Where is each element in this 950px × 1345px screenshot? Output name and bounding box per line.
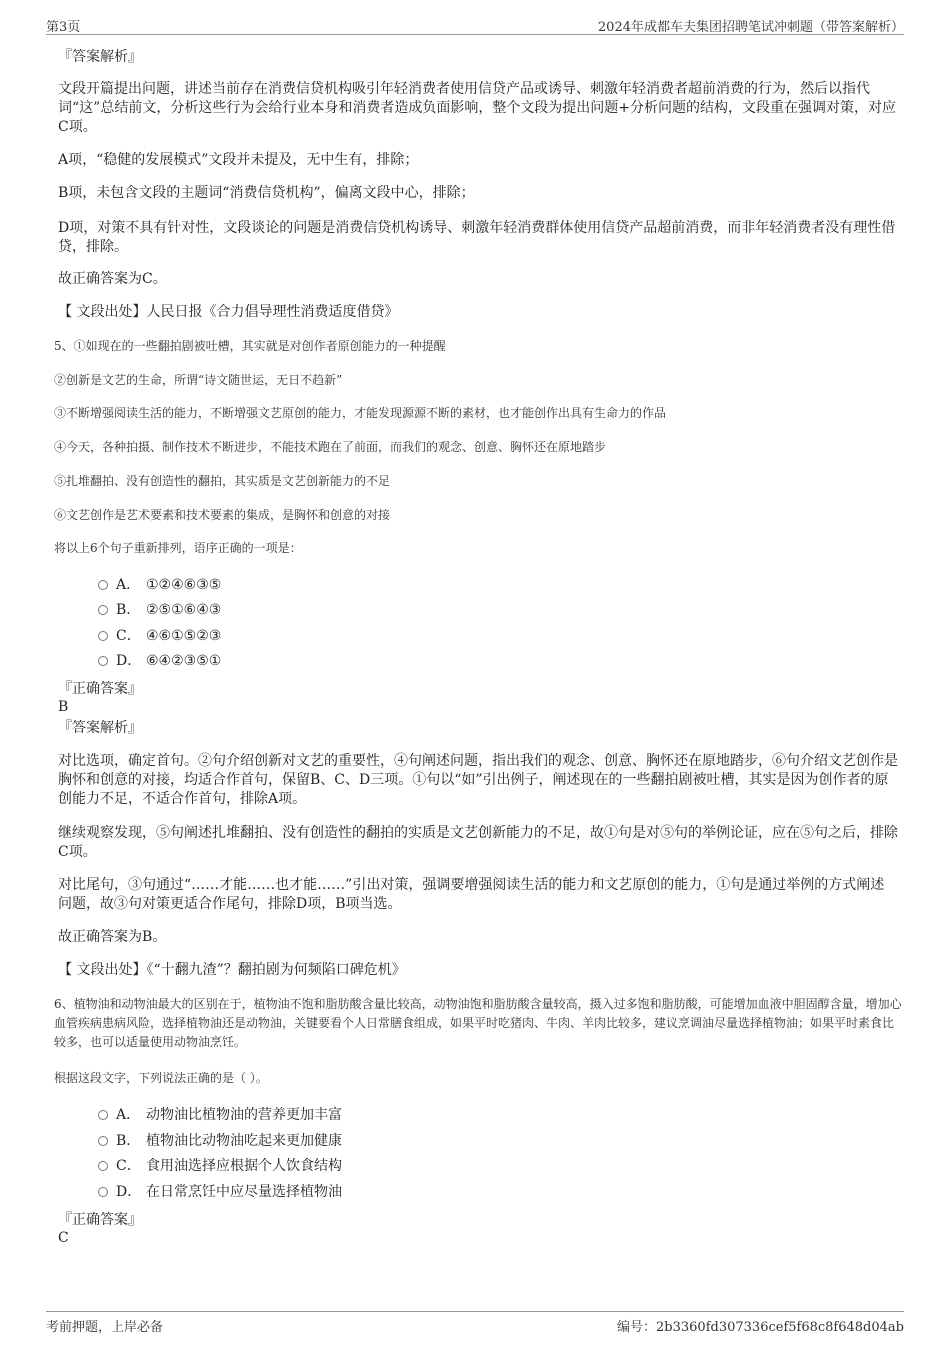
q5-option-b[interactable]: B． ②⑤①⑥④③ xyxy=(98,601,221,619)
q4-source: 【 文段出处】人民日报《合力倡导理性消费适度借贷》 xyxy=(58,304,399,320)
q4-analysis-p3: B项，未包含文段的主题词“消费信贷机构”，偏离文段中心，排除； xyxy=(58,185,475,201)
q5-sentence-5: ⑤扎堆翻拍、没有创造性的翻拍，其实质是文艺创新能力的不足 xyxy=(54,474,391,488)
q5-prompt: 将以上6个句子重新排列，语序正确的一项是： xyxy=(54,541,302,555)
q6-option-a[interactable]: A． 动物油比植物油的营养更加丰富 xyxy=(98,1106,342,1124)
footer-slogan: 考前押题，上岸必备 xyxy=(46,1320,164,1335)
q5-source: 【 文段出处】《“十翻九渣”？翻拍剧为何频陷口碑危机》 xyxy=(58,962,406,978)
q5-analysis-p1: 对比选项，确定首句。②句介绍创新对文艺的重要性，④句阐述问题，指出我们的观念、创意、胸怀还在原地踏步，⑥句介绍文艺创作是胸怀和创意的对接，均适合作首句，保留B、C、D三项。①句以“如”引出例子，阐述现在的一些翻拍剧被吐槽，其实是因为创作者的原创能力不足，不适合作首句，排除A项。 xyxy=(58,753,898,807)
radio-icon[interactable] xyxy=(98,580,108,590)
q4-analysis-p2: A项，“稳健的发展模式”文段并未提及，无中生有，排除； xyxy=(58,152,419,168)
q5-analysis-p2: 继续观察发现，⑤句阐述扎堆翻拍、没有创造性的翻拍的实质是文艺创新能力的不足，故①句是对⑤句的举例论证，应在⑤句之后，排除C项。 xyxy=(58,825,898,860)
radio-icon[interactable] xyxy=(98,631,108,641)
q6-prompt: 根据这段文字，下列说法正确的是（ ）。 xyxy=(54,1071,268,1085)
radio-icon[interactable] xyxy=(98,1136,108,1146)
q4-analysis-p4: D项，对策不具有针对性，文段谈论的问题是消费信贷机构诱导、刺激年轻消费群体使用信贷产品超前消费，而非年轻消费者没有理性借贷，排除。 xyxy=(58,220,896,255)
q6-answer: C xyxy=(58,1230,69,1246)
q6-option-c[interactable]: C． 食用油选择应根据个人饮食结构 xyxy=(98,1157,342,1175)
q5-sentence-4: ④今天，各种拍摄、制作技术不断进步，不能技术跑在了前面，而我们的观念、创意、胸怀还在原地踏步 xyxy=(54,440,607,454)
q5-analysis-p3: 对比尾句，③句通过“……才能……也才能……”引出对策，强调要增强阅读生活的能力和文艺原创的能力，①句是通过举例的方式阐述问题，故③句对策更适合作尾句，排除D项，B项当选。 xyxy=(58,877,885,912)
q5-option-d[interactable]: D． ⑥④②③⑤① xyxy=(98,652,221,670)
radio-icon[interactable] xyxy=(98,605,108,615)
radio-icon[interactable] xyxy=(98,1187,108,1197)
q5-answer: B xyxy=(58,699,69,715)
q5-analysis-p4: 故正确答案为B。 xyxy=(58,929,167,945)
radio-icon[interactable] xyxy=(98,1161,108,1171)
q5-answer-label: 『正确答案』 xyxy=(58,681,142,697)
q6-answer-label: 『正确答案』 xyxy=(58,1212,142,1228)
document-code: 编号：2b3360fd307336cef5f68c8f648d04ab xyxy=(617,1320,904,1335)
q5-sentence-2: ②创新是文艺的生命，所谓“诗文随世运，无日不趋新” xyxy=(54,373,343,387)
q5-sentence-6: ⑥文艺创作是艺术要素和技术要素的集成，是胸怀和创意的对接 xyxy=(54,508,391,522)
q5-option-c[interactable]: C． ④⑥①⑤②③ xyxy=(98,627,221,645)
q4-analysis-label: 『答案解析』 xyxy=(58,49,142,65)
q5-sentence-3: ③不断增强阅读生活的能力，不断增强文艺原创的能力，才能发现源源不断的素材，也才能创作出具有生命力的作品 xyxy=(54,406,667,420)
page-header xyxy=(46,14,904,35)
q6-option-b[interactable]: B． 植物油比动物油吃起来更加健康 xyxy=(98,1132,342,1150)
document-title: 2024年成都车夫集团招聘笔试冲刺题（带答案解析） xyxy=(597,20,904,35)
q4-analysis-p1: 文段开篇提出问题，讲述当前存在消费信贷机构吸引年轻消费者使用信贷产品或诱导、刺激年轻消费者超前消费的行为，然后以指代词“这”总结前文，分析这些行为会给行业本身和消费者造成负面影响，整个文段为提出问题+分析问题的结构，文段重在强调对策，对应C项。 xyxy=(58,81,897,135)
radio-icon[interactable] xyxy=(98,1110,108,1120)
q5-sentence-1: 5、①如现在的一些翻拍剧被吐槽，其实就是对创作者原创能力的一种提醒 xyxy=(54,339,446,353)
q4-analysis-p5: 故正确答案为C。 xyxy=(58,271,167,287)
q6-option-d[interactable]: D． 在日常烹饪中应尽量选择植物油 xyxy=(98,1183,342,1201)
radio-icon[interactable] xyxy=(98,656,108,666)
q5-option-a[interactable]: A． ①②④⑥③⑤ xyxy=(98,576,221,594)
page-footer xyxy=(46,1311,904,1334)
q5-analysis-label: 『答案解析』 xyxy=(58,720,142,736)
q6-stem: 6、植物油和动物油最大的区别在于，植物油不饱和脂肪酸含量比较高，动物油饱和脂肪酸含量较高，摄入过多饱和脂肪酸，可能增加血液中胆固醇含量，增加心血管疾病患病风险，选择植物油还是动物油，关键要看个人日常膳食组成，如果平时吃猪肉、牛肉、羊肉比较多，建议烹调油尽量选择植物油；如果平时素食比较多，也可以适量使用动物油烹饪。 xyxy=(54,997,902,1049)
page-number: 第3页 xyxy=(46,20,81,35)
